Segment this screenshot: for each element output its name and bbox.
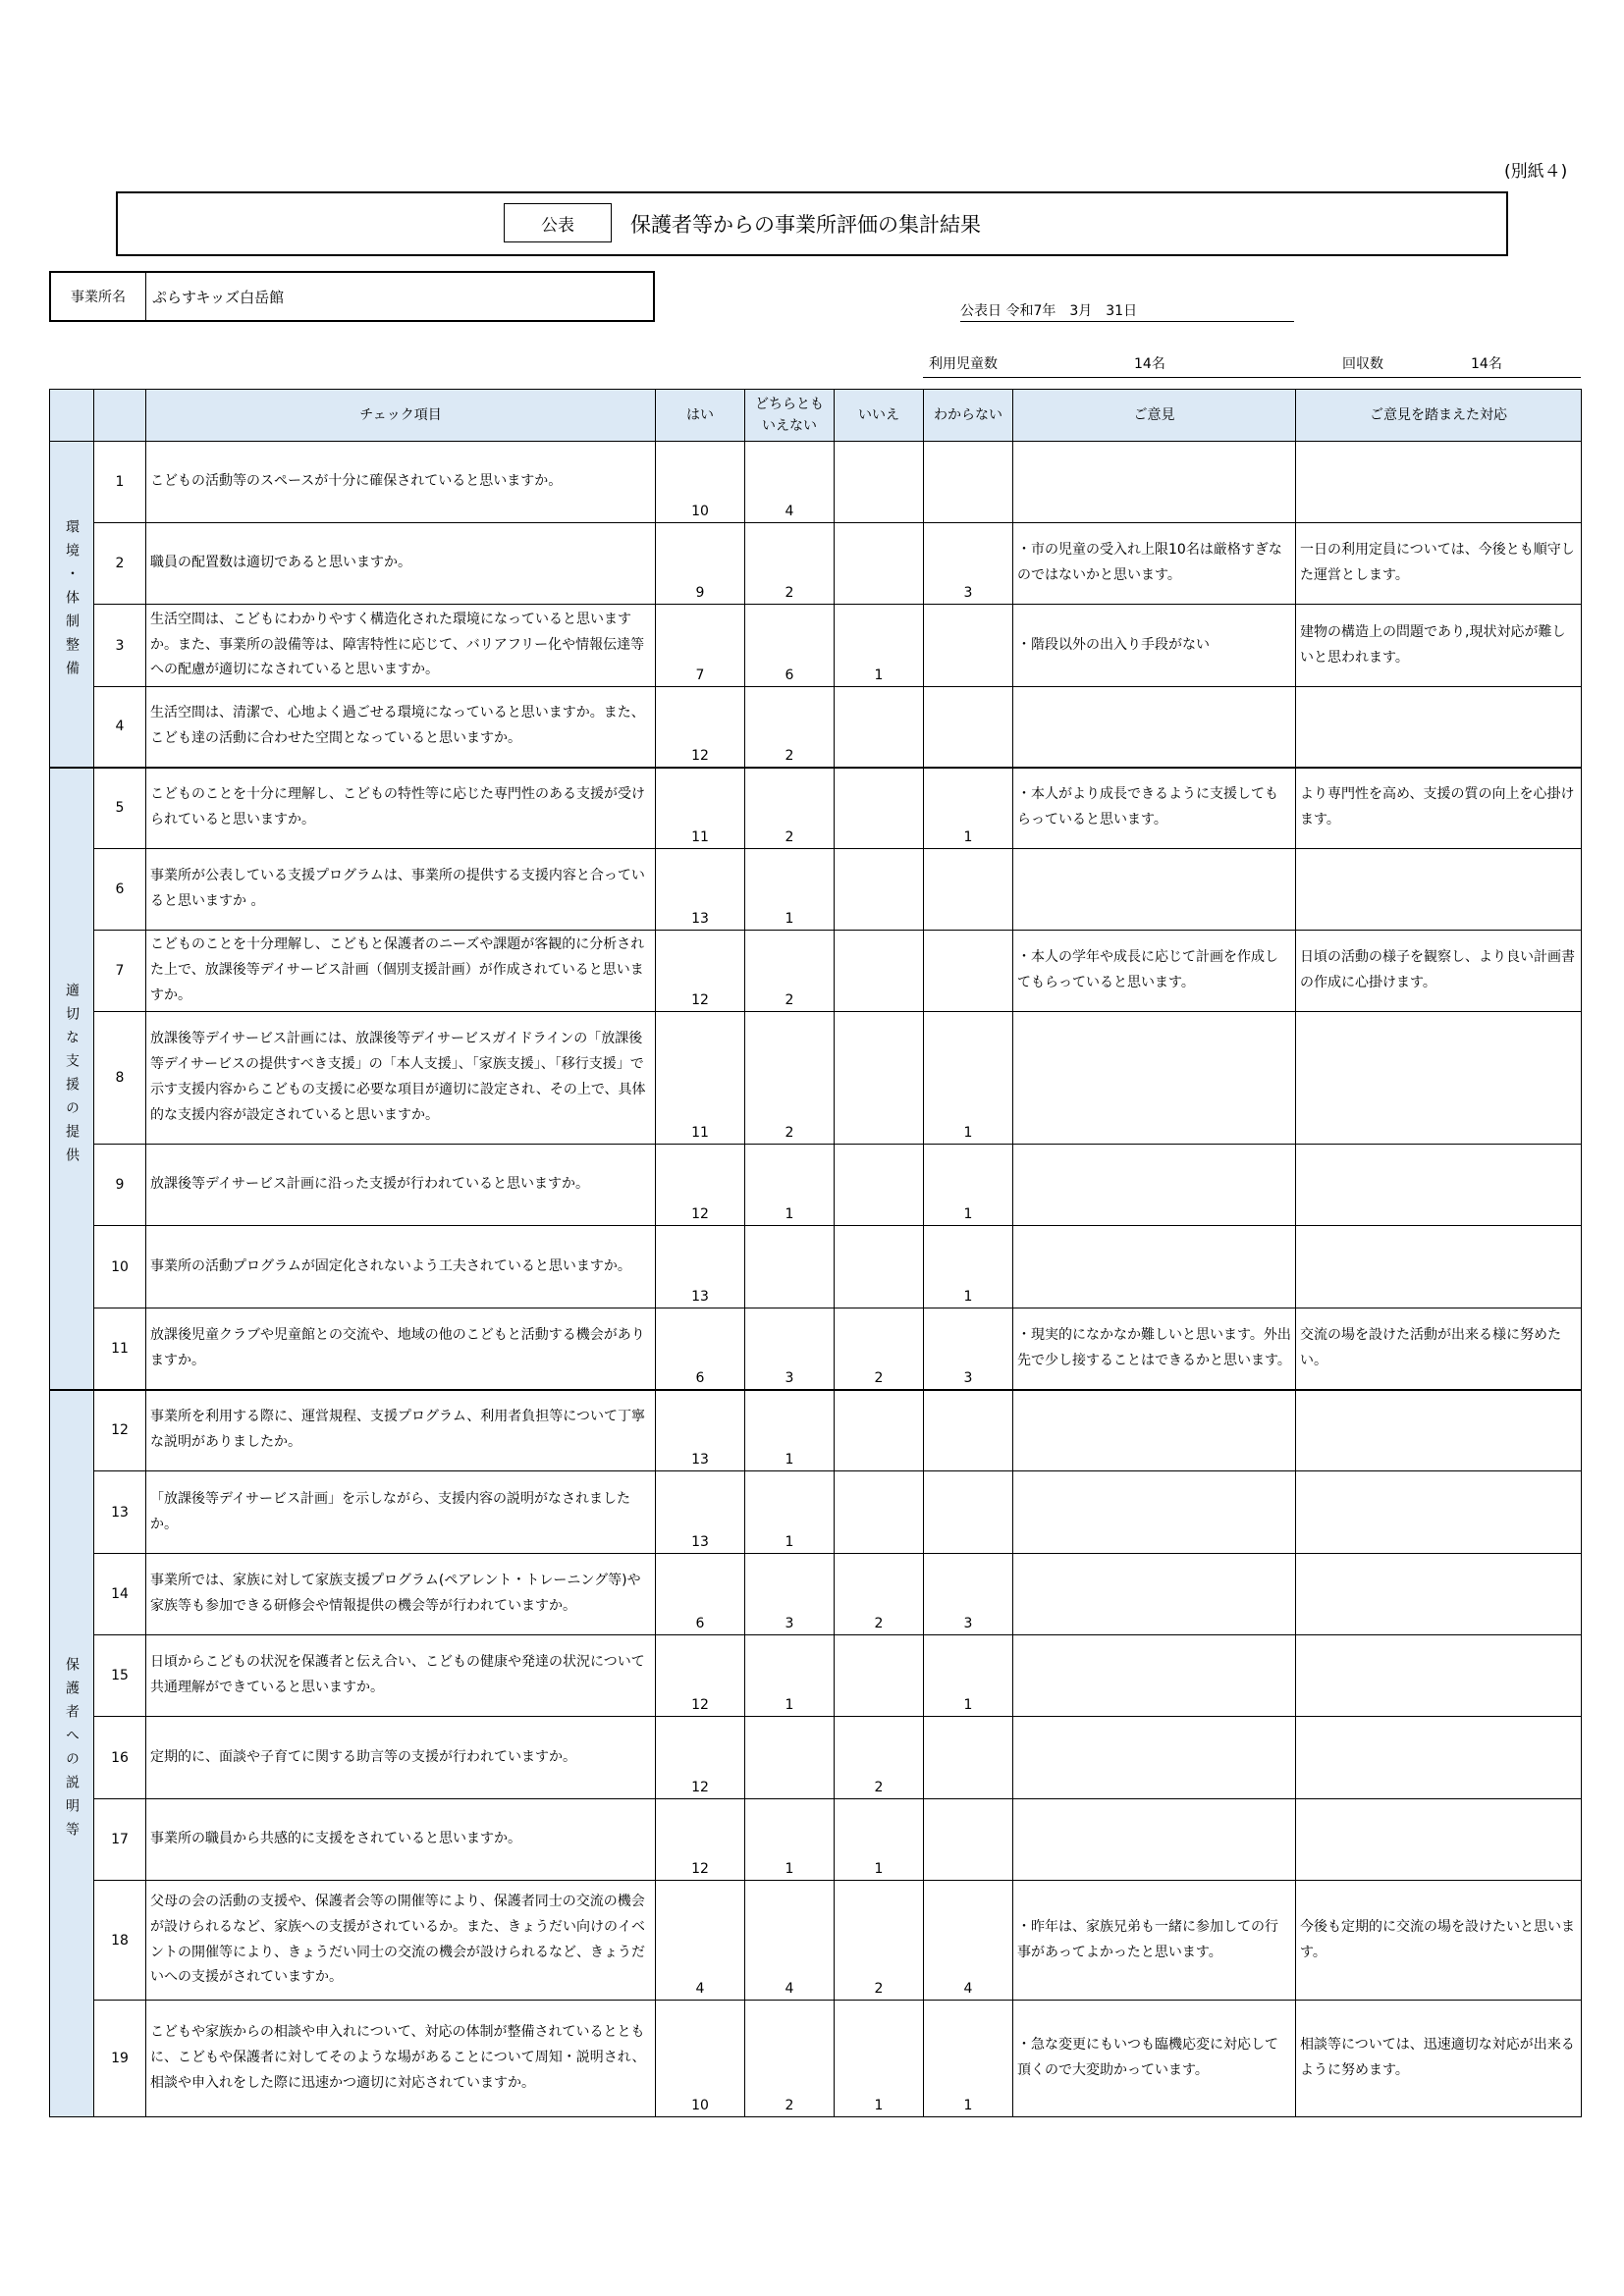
table-row [50, 1308, 1582, 1390]
count-yes: 12 [656, 1145, 745, 1226]
question-text: 定期的に、面談や子育てに関する助言等の支援が行われていますか。 [146, 1717, 656, 1799]
header-opinion: ご意見 [1013, 390, 1296, 442]
table-row [50, 1012, 1582, 1145]
question-text: 事業所の活動プログラムが固定化されないよう工夫されていると思いますか。 [146, 1226, 656, 1308]
category-label: 保護者への説明等 [64, 1657, 80, 1846]
count-no [835, 1390, 924, 1471]
count-yes: 10 [656, 2001, 745, 2117]
count-no [835, 849, 924, 931]
question-text: 「放課後等デイサービス計画」を示しながら、支援内容の説明がなされましたか。 [146, 1471, 656, 1554]
users-label: 利用児童数 [929, 356, 998, 372]
header-neutral [745, 390, 835, 442]
header-blank [94, 390, 146, 442]
row-number: 2 [94, 523, 146, 605]
count-unknown [924, 605, 1013, 687]
count-yes: 11 [656, 768, 745, 849]
count-yes: 10 [656, 442, 745, 523]
count-unknown: 1 [924, 1635, 1013, 1717]
question-text: 事業所を利用する際に、運営規程、支援プログラム、利用者負担等について丁寧な説明がありましたか。 [146, 1390, 656, 1471]
row-number: 12 [94, 1390, 146, 1471]
opinion-text [1013, 1226, 1296, 1308]
count-unknown: 1 [924, 1226, 1013, 1308]
table-row [50, 1554, 1582, 1635]
response-text: より専門性を高め、支援の質の向上を心掛けます。 [1296, 768, 1582, 849]
count-no [835, 523, 924, 605]
count-no: 2 [835, 1308, 924, 1390]
row-number: 18 [94, 1881, 146, 2001]
table-row [50, 605, 1582, 687]
count-no: 1 [835, 605, 924, 687]
opinion-text: ・本人がより成長できるように支援してもらっていると思います。 [1013, 768, 1296, 849]
count-unknown [924, 849, 1013, 931]
header-unknown: わからない [924, 390, 1013, 442]
count-unknown: 1 [924, 768, 1013, 849]
count-neutral: 1 [745, 1799, 835, 1881]
table-row [50, 768, 1582, 849]
table-row [50, 1635, 1582, 1717]
count-neutral: 4 [745, 442, 835, 523]
count-unknown [924, 442, 1013, 523]
opinion-text [1013, 1390, 1296, 1471]
table-row [50, 1145, 1582, 1226]
response-text: 今後も定期的に交流の場を設けたいと思います。 [1296, 1881, 1582, 2001]
question-text: 事業所では、家族に対して家族支援プログラム(ペアレント・トレーニング等)や家族等も参加できる研修会や情報提供の機会等が行われていますか。 [146, 1554, 656, 1635]
count-neutral [745, 1226, 835, 1308]
divider [960, 321, 1294, 322]
table-row [50, 1717, 1582, 1799]
response-text [1296, 442, 1582, 523]
row-number: 9 [94, 1145, 146, 1226]
response-text [1296, 1471, 1582, 1554]
response-text [1296, 1390, 1582, 1471]
count-neutral: 2 [745, 1012, 835, 1145]
category-cell [50, 768, 94, 1390]
recovered-label: 回収数 [1342, 356, 1383, 372]
category-label: 環境・体制整備 [64, 519, 80, 685]
opinion-text [1013, 1145, 1296, 1226]
count-yes: 12 [656, 931, 745, 1012]
header-blank [50, 390, 94, 442]
header-item: チェック項目 [146, 390, 656, 442]
opinion-text [1013, 849, 1296, 931]
count-unknown: 3 [924, 1554, 1013, 1635]
count-no: 2 [835, 1554, 924, 1635]
office-box [49, 271, 655, 322]
count-no [835, 687, 924, 768]
count-neutral: 3 [745, 1554, 835, 1635]
row-number: 5 [94, 768, 146, 849]
response-text [1296, 1717, 1582, 1799]
header-neutral-line2: いえない [762, 418, 817, 434]
attachment-label: (別紙４) [1504, 162, 1568, 182]
response-text [1296, 1799, 1582, 1881]
count-yes: 13 [656, 1226, 745, 1308]
row-number: 4 [94, 687, 146, 768]
count-no [835, 1012, 924, 1145]
row-number: 15 [94, 1635, 146, 1717]
category-cell [50, 442, 94, 768]
count-neutral: 6 [745, 605, 835, 687]
count-neutral: 2 [745, 2001, 835, 2117]
count-unknown: 1 [924, 1145, 1013, 1226]
count-yes: 6 [656, 1308, 745, 1390]
response-text [1296, 1635, 1582, 1717]
count-yes: 13 [656, 1390, 745, 1471]
recovered-value: 14名 [1471, 356, 1502, 372]
table-row [50, 1881, 1582, 2001]
category-cell [50, 1390, 94, 2117]
opinion-text: ・急な変更にもいつも臨機応変に対応して頂くので大変助かっています。 [1013, 2001, 1296, 2117]
question-text: 事業所の職員から共感的に支援をされていると思いますか。 [146, 1799, 656, 1881]
opinion-text [1013, 1012, 1296, 1145]
opinion-text: ・市の児童の受入れ上限10名は厳格すぎなのではないかと思います。 [1013, 523, 1296, 605]
row-number: 3 [94, 605, 146, 687]
count-yes: 9 [656, 523, 745, 605]
opinion-text [1013, 1717, 1296, 1799]
count-no [835, 1471, 924, 1554]
table-header [50, 390, 1582, 442]
question-text: 放課後等デイサービス計画に沿った支援が行われていると思いますか。 [146, 1145, 656, 1226]
row-number: 17 [94, 1799, 146, 1881]
count-yes: 13 [656, 849, 745, 931]
table-row [50, 442, 1582, 523]
question-text: こどものことを十分理解し、こどもと保護者のニーズや課題が客観的に分析された上で、放課後等デイサービス計画（個別支援計画）が作成されていると思いますか。 [146, 931, 656, 1012]
question-text: こどもの活動等のスペースが十分に確保されていると思いますか。 [146, 442, 656, 523]
row-number: 7 [94, 931, 146, 1012]
row-number: 10 [94, 1226, 146, 1308]
count-yes: 13 [656, 1471, 745, 1554]
header-response: ご意見を踏まえた対応 [1296, 390, 1582, 442]
count-no [835, 442, 924, 523]
title-box [116, 191, 1508, 256]
header-no: いいえ [835, 390, 924, 442]
count-no: 2 [835, 1881, 924, 2001]
response-text [1296, 1012, 1582, 1145]
count-neutral: 1 [745, 1635, 835, 1717]
count-yes: 11 [656, 1012, 745, 1145]
question-text: 日頃からこどもの状況を保護者と伝え合い、こどもの健康や発達の状況について共通理解ができていると思いますか。 [146, 1635, 656, 1717]
response-text [1296, 1145, 1582, 1226]
count-neutral: 1 [745, 1471, 835, 1554]
response-text [1296, 687, 1582, 768]
opinion-text [1013, 442, 1296, 523]
table-row [50, 849, 1582, 931]
opinion-text [1013, 1554, 1296, 1635]
response-text [1296, 1226, 1582, 1308]
count-unknown: 3 [924, 523, 1013, 605]
count-no: 2 [835, 1717, 924, 1799]
table-row [50, 687, 1582, 768]
question-text: 放課後児童クラブや児童館との交流や、地域の他のこどもと活動する機会がありますか。 [146, 1308, 656, 1390]
response-text: 建物の構造上の問題であり,現状対応が難しいと思われます。 [1296, 605, 1582, 687]
question-text: 父母の会の活動の支援や、保護者会等の開催等により、保護者同士の交流の機会が設けられるなど、家族への支援がされているか。また、きょうだい向けのイベントの開催等により、きょうだい同士の交流の機会が設けられるなど、きょうだいへの支援がされていますか。 [146, 1881, 656, 2001]
publication-date: 公表日 令和7年 3月 31日 [960, 303, 1138, 319]
response-text: 交流の場を設けた活動が出来る様に努めたい。 [1296, 1308, 1582, 1390]
count-neutral: 3 [745, 1308, 835, 1390]
opinion-text [1013, 1635, 1296, 1717]
table-row [50, 1471, 1582, 1554]
header-yes: はい [656, 390, 745, 442]
row-number: 13 [94, 1471, 146, 1554]
evaluation-table [49, 389, 1582, 2117]
count-neutral [745, 1717, 835, 1799]
table-row [50, 931, 1582, 1012]
opinion-text: ・現実的になかなか難しいと思います。外出先で少し接することはできるかと思います。 [1013, 1308, 1296, 1390]
opinion-text [1013, 1471, 1296, 1554]
response-text: 一日の利用定員については、今後とも順守した運営とします。 [1296, 523, 1582, 605]
count-neutral: 1 [745, 1145, 835, 1226]
opinion-text: ・昨年は、家族兄弟も一緒に参加しての行事があってよかったと思います。 [1013, 1881, 1296, 2001]
opinion-text [1013, 1799, 1296, 1881]
category-label: 適切な支援の提供 [64, 982, 80, 1171]
count-unknown: 4 [924, 1881, 1013, 2001]
question-text: こどものことを十分に理解し、こどもの特性等に応じた専門性のある支援が受けられていると思いますか。 [146, 768, 656, 849]
count-unknown [924, 1471, 1013, 1554]
count-unknown [924, 1799, 1013, 1881]
count-unknown [924, 1390, 1013, 1471]
count-unknown [924, 687, 1013, 768]
question-text: 生活空間は、こどもにわかりやすく構造化された環境になっていると思いますか。また、事業所の設備等は、障害特性に応じて、バリアフリー化や情報伝達等への配慮が適切になされていると思いますか。 [146, 605, 656, 687]
count-neutral: 2 [745, 768, 835, 849]
row-number: 8 [94, 1012, 146, 1145]
table-row [50, 523, 1582, 605]
count-neutral: 2 [745, 931, 835, 1012]
response-text [1296, 1554, 1582, 1635]
count-neutral: 1 [745, 1390, 835, 1471]
count-yes: 4 [656, 1881, 745, 2001]
count-unknown: 3 [924, 1308, 1013, 1390]
count-no [835, 1145, 924, 1226]
row-number: 14 [94, 1554, 146, 1635]
count-yes: 6 [656, 1554, 745, 1635]
header-neutral-line1: どちらとも [755, 396, 824, 412]
row-number: 19 [94, 2001, 146, 2117]
count-neutral: 1 [745, 849, 835, 931]
count-no [835, 768, 924, 849]
count-no [835, 931, 924, 1012]
count-unknown: 1 [924, 1012, 1013, 1145]
users-value: 14名 [1134, 356, 1165, 372]
question-text: 職員の配置数は適切であると思いますか。 [146, 523, 656, 605]
row-number: 6 [94, 849, 146, 931]
count-yes: 12 [656, 687, 745, 768]
opinion-text: ・階段以外の出入り手段がない [1013, 605, 1296, 687]
office-label: 事業所名 [51, 273, 146, 320]
question-text: 放課後等デイサービス計画には、放課後等デイサービスガイドラインの「放課後等デイサービスの提供すべき支援」の「本人支援」、「家族支援」、「移行支援」で示す支援内容からこどもの支援に必要な項目が適切に設定され、その上で、具体的な支援内容が設定されていると思いますか。 [146, 1012, 656, 1145]
count-unknown [924, 931, 1013, 1012]
row-number: 1 [94, 442, 146, 523]
table-row [50, 2001, 1582, 2117]
count-unknown [924, 1717, 1013, 1799]
count-yes: 7 [656, 605, 745, 687]
count-no [835, 1226, 924, 1308]
question-text: 事業所が公表している支援プログラムは、事業所の提供する支援内容と合っていると思いますか 。 [146, 849, 656, 931]
count-neutral: 2 [745, 687, 835, 768]
row-number: 16 [94, 1717, 146, 1799]
row-number: 11 [94, 1308, 146, 1390]
response-text [1296, 849, 1582, 931]
opinion-text: ・本人の学年や成長に応じて計画を作成してもらっていると思います。 [1013, 931, 1296, 1012]
public-badge: 公表 [504, 203, 612, 242]
opinion-text [1013, 687, 1296, 768]
response-text: 相談等については、迅速適切な対応が出来るように努めます。 [1296, 2001, 1582, 2117]
count-no [835, 1635, 924, 1717]
count-unknown: 1 [924, 2001, 1013, 2117]
count-no: 1 [835, 2001, 924, 2117]
count-neutral: 2 [745, 523, 835, 605]
count-yes: 12 [656, 1799, 745, 1881]
question-text: 生活空間は、清潔で、心地よく過ごせる環境になっていると思いますか。また、こども達の活動に合わせた空間となっていると思いますか。 [146, 687, 656, 768]
table-row [50, 1226, 1582, 1308]
count-yes: 12 [656, 1717, 745, 1799]
count-yes: 12 [656, 1635, 745, 1717]
divider [923, 377, 1581, 378]
document-title: 保護者等からの事業所評価の集計結果 [630, 213, 981, 237]
office-name: ぷらすキッズ白岳館 [152, 288, 285, 306]
table-row [50, 1799, 1582, 1881]
count-neutral: 4 [745, 1881, 835, 2001]
response-text: 日頃の活動の様子を観察し、より良い計画書の作成に心掛けます。 [1296, 931, 1582, 1012]
question-text: こどもや家族からの相談や申入れについて、対応の体制が整備されているとともに、こどもや保護者に対してそのような場があることについて周知・説明され、相談や申入れをした際に迅速かつ適切に対応されていますか。 [146, 2001, 656, 2117]
table-row [50, 1390, 1582, 1471]
count-no: 1 [835, 1799, 924, 1881]
